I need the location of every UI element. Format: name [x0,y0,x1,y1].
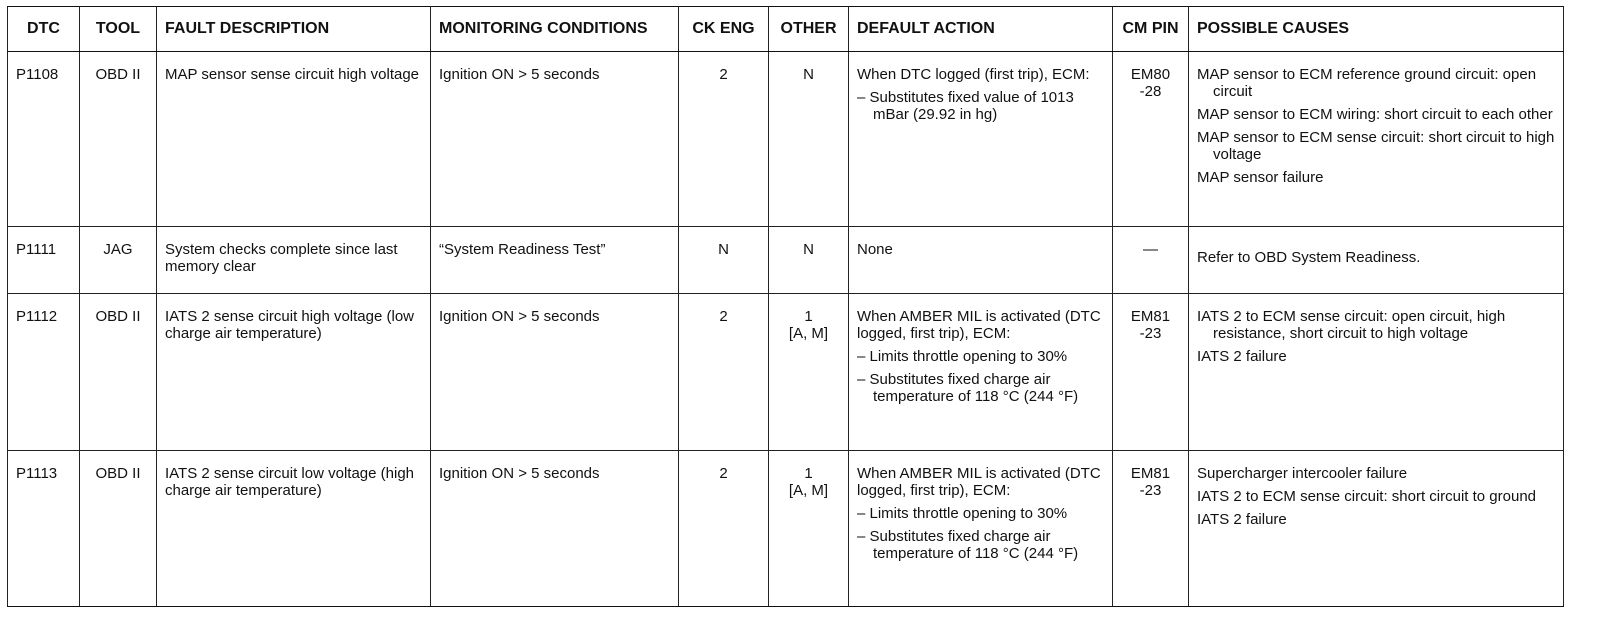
cell-dtc: P1112 [8,294,80,451]
cell-ck-eng: 2 [679,451,769,607]
default-action-item: – Substitutes fixed value of 1013 mBar (29.92 in hg) [857,89,1074,123]
cell-other [769,294,849,451]
cell-dtc: P1111 [8,227,80,294]
possible-cause: IATS 2 to ECM sense circuit: open circuit, high resistance, short circuit to high voltage [1197,308,1506,342]
possible-cause: IATS 2 failure [1197,348,1287,365]
cell-cm-pin [1113,294,1189,451]
header-tool: TOOL [80,7,157,52]
cell-monitoring-conditions: Ignition ON > 5 seconds [431,52,679,227]
cm-pin-value: -23 [1139,325,1162,342]
table-row [8,52,1564,227]
cm-pin-value: -28 [1139,83,1162,100]
cell-cm-pin [1113,227,1189,294]
possible-cause: IATS 2 failure [1197,511,1287,528]
possible-cause: Refer to OBD System Readiness. [1197,249,1421,266]
cell-default-action [849,294,1113,451]
cell-other [769,52,849,227]
cell-tool: OBD II [80,451,157,607]
table-row [8,451,1564,607]
header-possible-causes: POSSIBLE CAUSES [1189,7,1564,52]
cm-pin-value: -23 [1139,482,1162,499]
cm-pin-value: — [1143,241,1158,258]
cell-fault-description: MAP sensor sense circuit high voltage [157,52,431,227]
cm-pin-value: EM81 [1130,465,1171,482]
default-action-intro: None [857,241,893,258]
cell-possible-causes [1189,52,1564,227]
possible-cause: MAP sensor to ECM wiring: short circuit to each other [1197,106,1553,123]
default-action-intro: When AMBER MIL is activated (DTC logged, first trip), ECM: [857,465,1101,499]
header-default-action: DEFAULT ACTION [849,7,1113,52]
cell-possible-causes [1189,451,1564,607]
cm-pin-value: EM81 [1130,308,1171,325]
cell-possible-causes [1189,227,1564,294]
cell-ck-eng: N [679,227,769,294]
cell-dtc: P1108 [8,52,80,227]
table-row [8,227,1564,294]
header-fault-description: FAULT DESCRIPTION [157,7,431,52]
cell-possible-causes [1189,294,1564,451]
cell-tool: OBD II [80,52,157,227]
cell-ck-eng: 2 [679,52,769,227]
cell-fault-description: IATS 2 sense circuit low voltage (high charge air temperature) [157,451,431,607]
table-row [8,294,1564,451]
other-value: 1 [804,465,813,482]
possible-cause: MAP sensor failure [1197,169,1324,186]
default-action-item: – Limits throttle opening to 30% [857,505,1068,522]
possible-cause: MAP sensor to ECM reference ground circuit: open circuit [1197,66,1537,100]
cell-other [769,451,849,607]
cell-cm-pin [1113,52,1189,227]
cell-fault-description: IATS 2 sense circuit high voltage (low charge air temperature) [157,294,431,451]
cell-ck-eng: 2 [679,294,769,451]
cell-default-action [849,451,1113,607]
cell-tool: OBD II [80,294,157,451]
header-dtc: DTC [8,7,80,52]
possible-cause: MAP sensor to ECM sense circuit: short circuit to high voltage [1197,129,1555,163]
header-ck-eng: CK ENG [679,7,769,52]
cell-monitoring-conditions: “System Readiness Test” [431,227,679,294]
cell-default-action [849,52,1113,227]
cell-monitoring-conditions: Ignition ON > 5 seconds [431,451,679,607]
cell-default-action [849,227,1113,294]
dtc-table [7,6,1564,607]
cell-monitoring-conditions: Ignition ON > 5 seconds [431,294,679,451]
cell-tool: JAG [80,227,157,294]
cell-cm-pin [1113,451,1189,607]
default-action-intro: When AMBER MIL is activated (DTC logged, first trip), ECM: [857,308,1101,342]
header-monitoring-conditions: MONITORING CONDITIONS [431,7,679,52]
header-row [8,7,1564,52]
other-value: [A, M] [788,325,829,342]
possible-cause: Supercharger intercooler failure [1197,465,1408,482]
other-value: [A, M] [788,482,829,499]
cell-other [769,227,849,294]
default-action-item: – Substitutes fixed charge air temperature of 118 °C (244 °F) [857,528,1079,562]
default-action-item: – Substitutes fixed charge air temperature of 118 °C (244 °F) [857,371,1079,405]
header-cm-pin: CM PIN [1113,7,1189,52]
default-action-item: – Limits throttle opening to 30% [857,348,1068,365]
cell-fault-description: System checks complete since last memory clear [157,227,431,294]
cell-dtc: P1113 [8,451,80,607]
default-action-intro: When DTC logged (first trip), ECM: [857,66,1090,83]
other-value: 1 [804,308,813,325]
other-value: N [803,66,814,83]
other-value: N [803,241,814,258]
header-other: OTHER [769,7,849,52]
possible-cause: IATS 2 to ECM sense circuit: short circuit to ground [1197,488,1537,505]
cm-pin-value: EM80 [1130,66,1171,83]
